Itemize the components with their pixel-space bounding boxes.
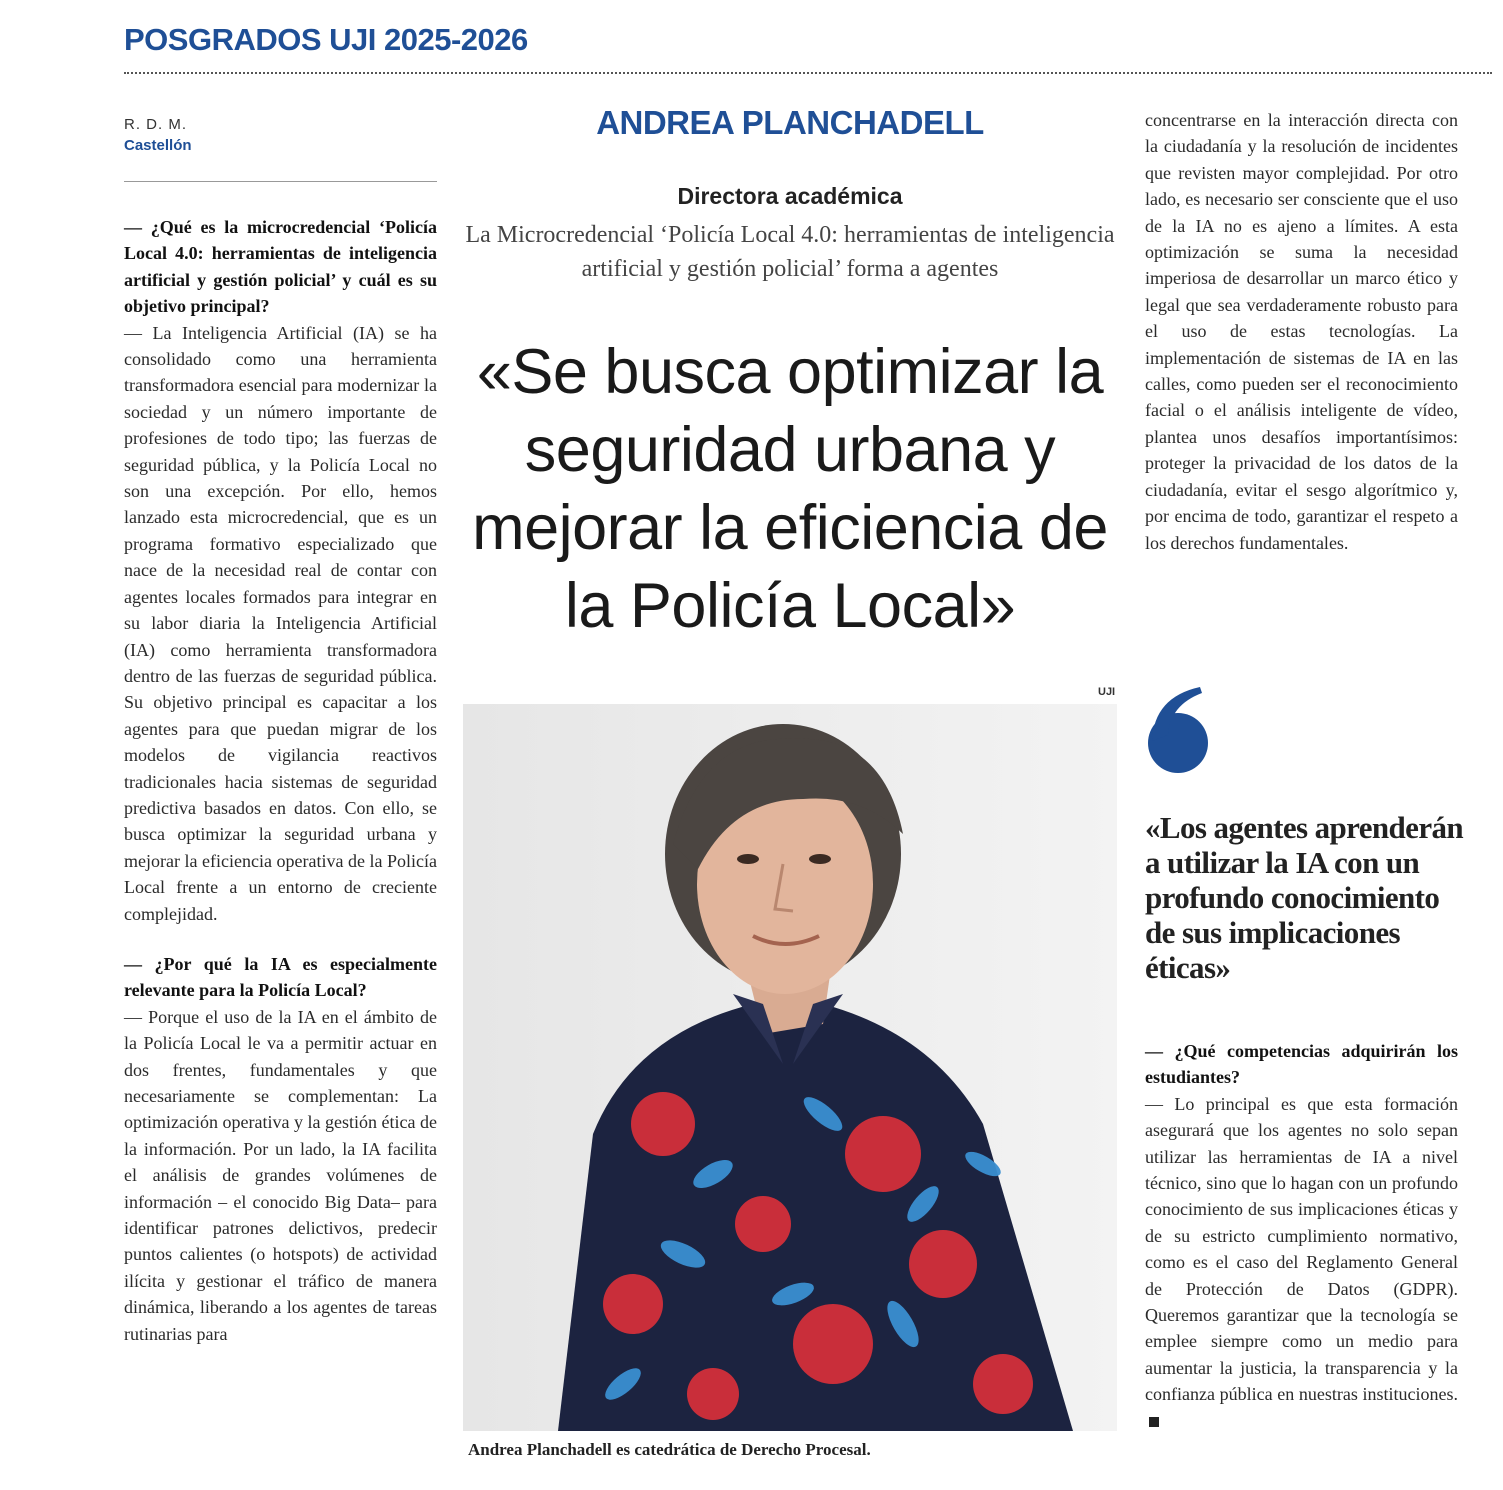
answer-3: — Lo principal es que esta formación asegurará que los agentes no solo sepan utilizar las herramientas de IA a nivel técnico, sino que lo hagan con un profundo conocimiento de sus implicaciones éticas y de su estricto cumplimiento normativo, como es el caso del Reglamento General de Protección de Datos (GDPR). Queremos garantizar que la tecnología se emplee siempre como un medio para aumentar la justicia, la transparencia y la confianza pública en nuestras instituciones. [1145,1093,1458,1405]
question-1: — ¿Qué es la microcredencial ‘Policía Local 4.0: herramientas de inteligencia artificial y gestión policial’ y cuál es su objetivo principal? [124,217,437,317]
article-column-right-top [1145,107,1458,556]
answer-2: — Porque el uso de la IA en el ámbito de la Policía Local le va a permitir actuar en dos frentes, fundamentales y que necesariamente se complementan: La optimización operativa y la gestión ética de la información. Por un lado, la IA facilita el análisis de grandes volúmenes de información – el conocido Big Data– para identificar patrones delictivos, predecir puntos calientes (o hotspots) de actividad ilícita y gestionar el tráfico de manera dinámica, liberando a los agentes de tareas rutinarias para [124,1006,437,1344]
photo-credit: UJI [1098,686,1116,698]
end-mark [1149,1417,1159,1427]
headline-quote: «Se busca optimizar la seguridad urbana y mejorar la eficiencia de la Policía Local» [472,337,1108,641]
answer-2-continued: concentrarse en la interacción directa con la ciudadanía y la resolución de incidentes que revisten mayor complejidad. Por otro lado, es necesario ser consciente que el uso de la IA no es ajeno a límites. A esta optimización se suma la necesidad imperiosa de desarrollar un marco ético y legal que sea verdaderamente robusto para el uso de estas tecnologías. La implementación de sistemas de IA en las calles, como pueden ser el reconocimiento facial o el análisis inteligente de vídeo, plantea unos desafíos importantísimos: proteger la privacidad de los datos de la ciudadanía, evitar el sesgo algorítmico y, por encima de todo, garantizar el respeto a los derechos fundamentales. [1145,110,1458,553]
answer-1: — La Inteligencia Artificial (IA) se ha consolidado como una herramienta transformadora esencial para modernizar la sociedad y un número importante de profesiones de todo tipo; las fuerzas de seguridad pública, y la Policía Local no son una excepción. Por ello, hemos lanzado esta microcredencial, que es un programa formativo especializado que nace de la necesidad real de contar con agentes locales formados para integrar en su labor diaria la Inteligencia Artificial (IA) como herramienta transformadora dentro de las fuerzas de seguridad pública. Su objetivo principal es capacitar a los agentes para que puedan migrar de los modelos de vigilancia reactivos tradicionales hacia sistemas de seguridad predictiva basados en datos. Con ello, se busca optimizar la seguridad urbana y mejorar la eficiencia operativa de la Policía Local frente a un entorno de creciente complejidad. [124,322,437,924]
interviewee-name: ANDREA PLANCHADELL [596,104,984,141]
portrait-photo [463,704,1117,1431]
byline-place: Castellón [124,137,192,154]
pull-quote: «Los agentes aprenderán a utilizar la IA con un profundo conocimiento de sus implicaciones éticas» [1145,810,1464,985]
question-2: — ¿Por qué la IA es especialmente relevante para la Policía Local? [124,953,437,1001]
byline [124,116,192,154]
interviewee-role: Directora académica [677,183,903,209]
question-3: — ¿Qué competencias adquirirán los estudiantes? [1145,1041,1458,1088]
byline-divider [124,181,437,182]
photo-caption: Andrea Planchadell es catedrática de Derecho Procesal. [468,1440,871,1459]
article-column-left [124,214,437,1347]
article-column-right-bottom [1145,1038,1458,1434]
byline-author: R. D. M. [124,116,187,133]
quote-mark-icon [1142,683,1214,780]
headline-subtitle: La Microcredencial ‘Policía Local 4.0: herramientas de inteligencia artificial y gestión policial’ forma a agentes [465,222,1115,282]
header-divider [124,72,1492,74]
section-title: POSGRADOS UJI 2025-2026 [124,22,528,57]
